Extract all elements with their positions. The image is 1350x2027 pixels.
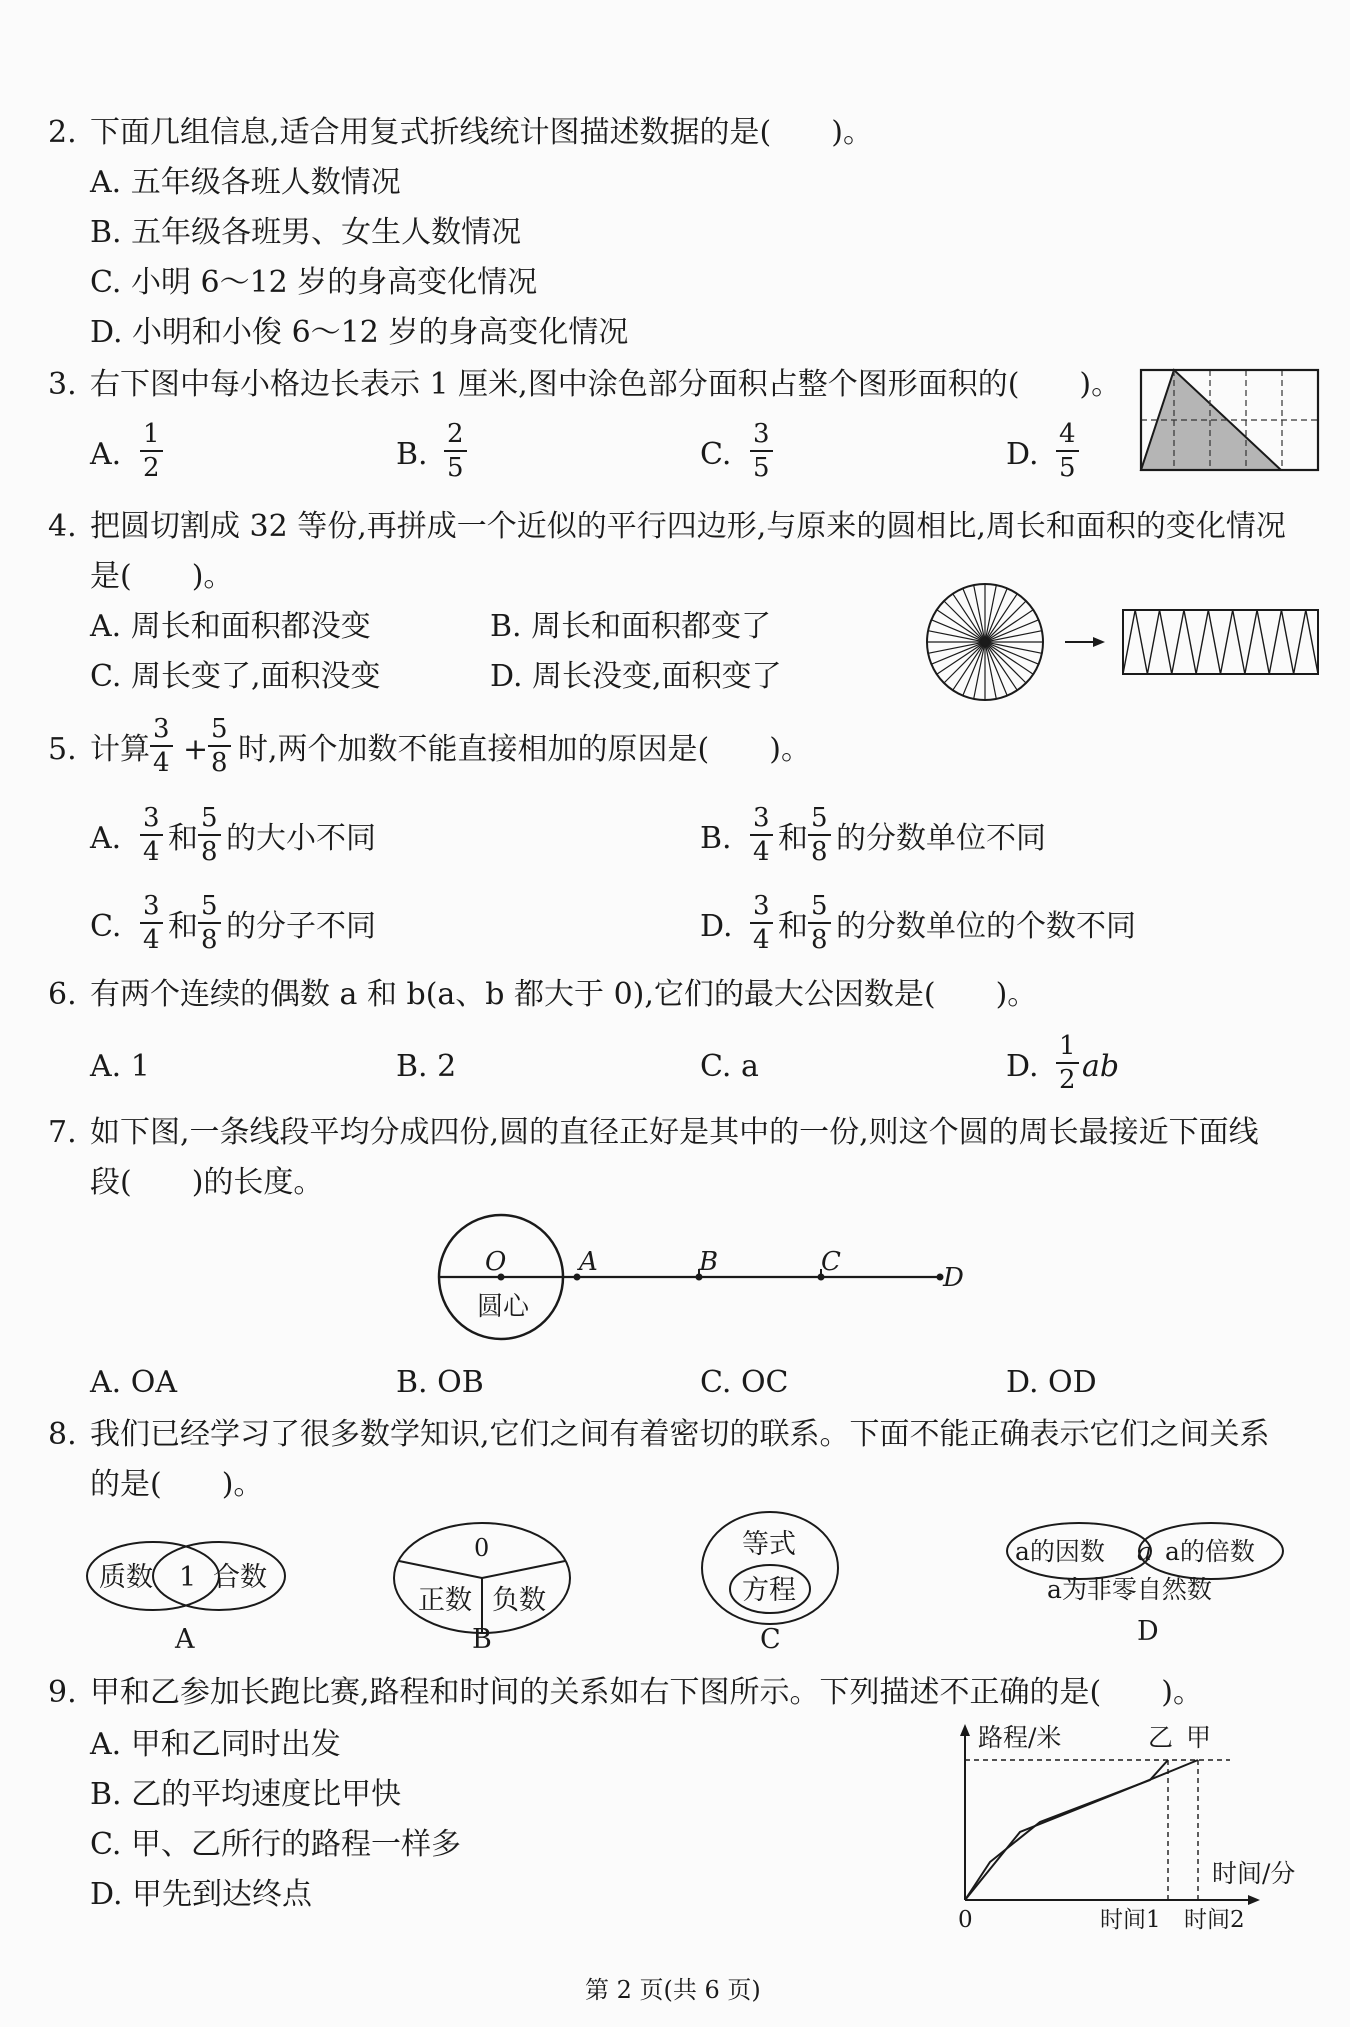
numerator: 2 (444, 421, 467, 452)
label-o: O (485, 1247, 507, 1277)
fig-b-left: 正数 (418, 1585, 472, 1616)
q9-stem: 甲和乙参加长跑比赛,路程和时间的关系如右下图所示。下列描述不正确的是( )。 (90, 1675, 1203, 1710)
q2-stem: 下面几组信息,适合用复式折线统计图描述数据的是( )。 (90, 115, 873, 150)
q5-option-b-frac1[interactable] (750, 805, 773, 865)
q9-t1: 时间1 (1100, 1907, 1161, 1933)
q6-option-d-fraction[interactable] (1056, 1033, 1079, 1093)
q8-number: 8. (48, 1417, 77, 1452)
q8-figure-a[interactable] (85, 1540, 295, 1660)
denominator: 8 (811, 925, 828, 955)
denominator: 4 (153, 748, 170, 778)
label-a: A (579, 1247, 598, 1277)
q6-option-a[interactable]: A. 1 (90, 1049, 150, 1084)
q2-number: 2. (48, 115, 77, 150)
q4-arrow-head (1093, 637, 1105, 647)
q9-distance-time-graph (950, 1722, 1330, 1932)
q7-option-c[interactable]: C. OC (700, 1365, 789, 1400)
q8-stem-cont: 的是( )。 (90, 1467, 264, 1502)
q4-stem: 把圆切割成 32 等份,再拼成一个近似的平行四边形,与原来的圆相比,周长和面积的变化情况 (90, 509, 1286, 544)
q7-stem: 如下图,一条线段平均分成四份,圆的直径正好是其中的一份,则这个圆的周长最接近下面线 (90, 1115, 1259, 1150)
fig-d-left: a的因数 (1015, 1537, 1105, 1566)
fig-a-left: 质数 (99, 1562, 153, 1593)
q6-number: 6. (48, 977, 77, 1012)
q3-option-b-fraction[interactable] (444, 421, 467, 481)
q5-option-b-tail[interactable]: 的分数单位不同 (836, 821, 1046, 856)
q3-option-c-fraction[interactable] (750, 421, 773, 481)
q5-option-a-mid[interactable]: 和 (168, 821, 198, 856)
q8-figure-d[interactable] (1005, 1520, 1305, 1660)
q6-option-d-label[interactable]: D. (1006, 1049, 1039, 1084)
q5-stem-post: 时,两个加数不能直接相加的原因是( )。 (238, 732, 811, 767)
q5-option-a-frac2[interactable] (198, 805, 221, 865)
q5-stem-pre: 计算 (90, 732, 150, 767)
q2-option-c[interactable]: C. 小明 6～12 岁的身高变化情况 (90, 265, 538, 300)
q3-option-d-label[interactable]: D. (1006, 437, 1039, 472)
q5-fraction-2 (208, 716, 231, 776)
denominator: 4 (143, 837, 160, 867)
q3-option-b-label[interactable]: B. (396, 437, 428, 472)
q9-line-jia: 甲 (1186, 1723, 1212, 1752)
q5-option-b-mid[interactable]: 和 (778, 821, 808, 856)
q5-plus: + (183, 732, 209, 767)
q2-option-a[interactable]: A. 五年级各班人数情况 (90, 165, 401, 200)
numerator: 3 (750, 893, 773, 924)
q9-option-c[interactable]: C. 甲、乙所行的路程一样多 (90, 1827, 461, 1862)
numerator: 5 (208, 716, 231, 747)
numerator: 5 (198, 893, 221, 924)
numerator: 3 (750, 421, 773, 452)
q9-option-b[interactable]: B. 乙的平均速度比甲快 (90, 1777, 402, 1812)
q5-option-a-frac1[interactable] (140, 805, 163, 865)
denominator: 2 (143, 453, 160, 483)
q5-option-c-mid[interactable]: 和 (168, 909, 198, 944)
denominator: 4 (753, 925, 770, 955)
q9-origin: 0 (958, 1907, 973, 1933)
q4-option-d[interactable]: D. 周长没变,面积变了 (490, 659, 782, 694)
q9-ylabel: 路程/米 (978, 1723, 1062, 1752)
q7-option-d[interactable]: D. OD (1006, 1365, 1097, 1400)
q6-option-b[interactable]: B. 2 (396, 1049, 457, 1084)
q9-line-yi: 乙 (1148, 1723, 1174, 1752)
q3-stem: 右下图中每小格边长表示 1 厘米,图中涂色部分面积占整个图形面积的( )。 (90, 367, 1122, 402)
numerator: 3 (750, 805, 773, 836)
q3-grid-figure (1138, 367, 1322, 477)
numerator: 5 (808, 805, 831, 836)
denominator: 5 (1059, 453, 1076, 483)
q5-fraction-1 (150, 716, 173, 776)
q5-option-a-tail[interactable]: 的大小不同 (226, 821, 376, 856)
q4-option-a[interactable]: A. 周长和面积都没变 (90, 609, 371, 644)
fig-c-label: C (760, 1624, 781, 1655)
label-b: B (699, 1247, 719, 1277)
denominator: 5 (447, 453, 464, 483)
q9-option-d[interactable]: D. 甲先到达终点 (90, 1877, 313, 1912)
fig-d-right: a的倍数 (1165, 1537, 1255, 1566)
q4-stem-cont: 是( )。 (90, 559, 234, 594)
label-c: C (821, 1247, 841, 1277)
q9-xlabel: 时间/分 (1212, 1859, 1296, 1888)
q7-number: 7. (48, 1115, 77, 1150)
fig-b-label: B (472, 1624, 492, 1655)
q5-number: 5. (48, 732, 77, 767)
q6-stem: 有两个连续的偶数 a 和 b(a、b 都大于 0),它们的最大公因数是( )。 (90, 977, 1038, 1012)
q8-figure-b[interactable] (390, 1510, 590, 1660)
denominator: 8 (211, 748, 228, 778)
q5-option-d-frac1[interactable] (750, 893, 773, 953)
q5-option-d-tail[interactable]: 的分数单位的个数不同 (836, 909, 1136, 944)
numerator: 5 (808, 893, 831, 924)
numerator: 3 (140, 805, 163, 836)
q5-option-a-label[interactable]: A. (90, 821, 122, 856)
q7-stem-cont: 段( )的长度。 (90, 1165, 324, 1200)
denominator: 5 (753, 453, 770, 483)
denominator: 4 (753, 837, 770, 867)
q8-stem: 我们已经学习了很多数学知识,它们之间有着密切的联系。下面不能正确表示它们之间关系 (90, 1417, 1270, 1452)
fig-a-label: A (175, 1624, 195, 1655)
q6-option-c[interactable]: C. a (700, 1049, 759, 1084)
q7-option-b[interactable]: B. OB (396, 1365, 484, 1400)
q4-circle-to-parallelogram-figure (925, 574, 1325, 714)
fig-c-inner: 方程 (742, 1575, 796, 1606)
q9-t2: 时间2 (1184, 1907, 1245, 1933)
q3-option-c-label[interactable]: C. (700, 437, 732, 472)
q5-option-c-tail[interactable]: 的分子不同 (226, 909, 376, 944)
numerator: 3 (150, 716, 173, 747)
q4-zigzag (1123, 610, 1318, 674)
q9-number: 9. (48, 1675, 77, 1710)
denominator: 8 (201, 925, 218, 955)
denominator: 8 (811, 837, 828, 867)
q3-option-d-fraction[interactable] (1056, 421, 1079, 481)
q4-option-b[interactable]: B. 周长和面积都变了 (490, 609, 772, 644)
fig-b-top: 0 (474, 1534, 490, 1562)
denominator: 2 (1059, 1065, 1076, 1095)
center-text: 圆心 (477, 1292, 530, 1322)
fig-c-outer: 等式 (742, 1529, 796, 1560)
q5-option-c-frac2[interactable] (198, 893, 221, 953)
numerator: 1 (1056, 1033, 1079, 1064)
q2-option-d[interactable]: D. 小明和小俊 6～12 岁的身高变化情况 (90, 315, 629, 350)
q2-option-b[interactable]: B. 五年级各班男、女生人数情况 (90, 215, 522, 250)
q4-parallelogram (1123, 610, 1318, 674)
denominator: 8 (201, 837, 218, 867)
q5-option-d-label[interactable]: D. (700, 909, 733, 944)
q7-option-a[interactable]: A. OA (90, 1365, 177, 1400)
q5-option-b-frac2[interactable] (808, 805, 831, 865)
q4-number: 4. (48, 509, 77, 544)
fig-a-right: 合数 (213, 1562, 267, 1593)
q3-option-a-label[interactable]: A. (90, 437, 122, 472)
q8-figure-c[interactable] (698, 1508, 848, 1660)
denominator: 4 (143, 925, 160, 955)
q5-option-d-mid[interactable]: 和 (778, 909, 808, 944)
numerator: 1 (140, 421, 163, 452)
q3-option-a-fraction[interactable] (140, 421, 163, 481)
fig-b-right: 负数 (492, 1585, 546, 1616)
numerator: 4 (1056, 421, 1079, 452)
q6-option-d-tail[interactable]: ab (1082, 1049, 1120, 1084)
q7-segment-figure (435, 1215, 975, 1355)
q4-option-c[interactable]: C. 周长变了,面积没变 (90, 659, 381, 694)
q5-option-c-label[interactable]: C. (90, 909, 122, 944)
numerator: 3 (140, 893, 163, 924)
fig-d-mid: a (1137, 1537, 1152, 1566)
q5-option-b-label[interactable]: B. (700, 821, 732, 856)
q5-option-c-frac1[interactable] (140, 893, 163, 953)
q3-number: 3. (48, 367, 77, 402)
fig-d-caption: a为非零自然数 (1047, 1575, 1212, 1604)
page-footer: 第 2 页(共 6 页) (585, 1976, 761, 2004)
q9-option-a[interactable]: A. 甲和乙同时出发 (90, 1727, 341, 1762)
q4-circle-center (981, 638, 989, 646)
label-d: D (943, 1263, 964, 1293)
q5-option-d-frac2[interactable] (808, 893, 831, 953)
fig-a-mid: 1 (179, 1562, 197, 1593)
numerator: 5 (198, 805, 221, 836)
fig-d-label: D (1137, 1616, 1159, 1647)
